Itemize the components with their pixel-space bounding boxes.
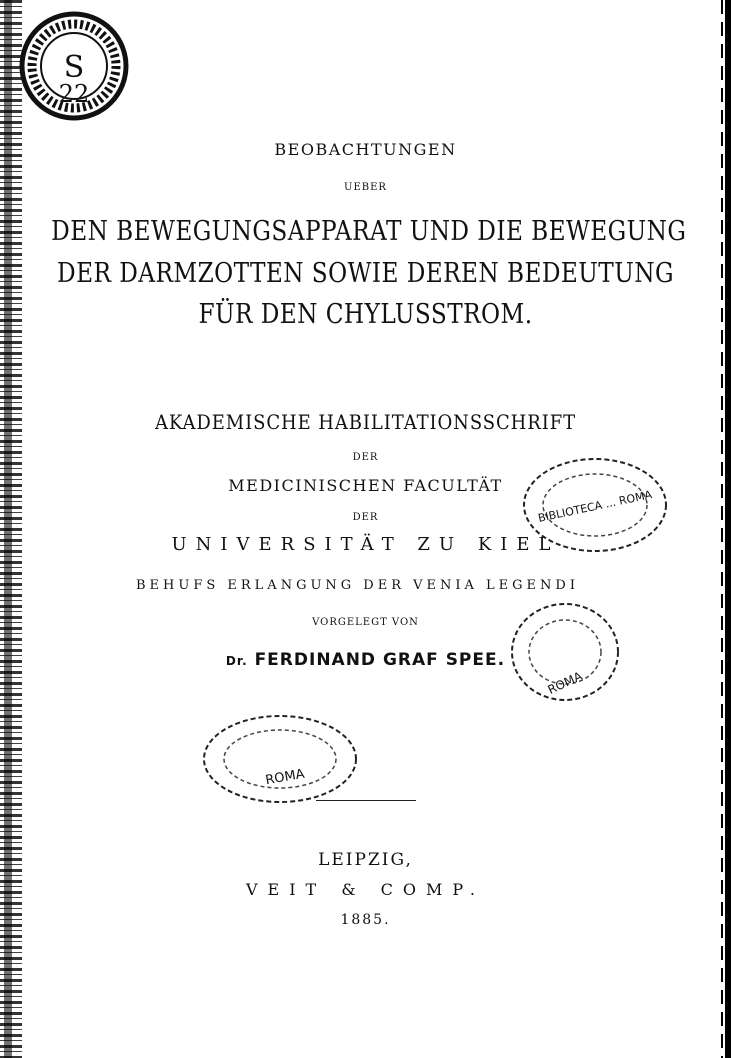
thesis-line-2: DER — [352, 452, 379, 463]
thesis-line-7: VORGELEGT VON — [312, 617, 419, 628]
oval-stamp-right-mid-text: ROMA — [545, 668, 585, 698]
title-line-5: FÜR DEN CHYLUSSTROM. — [198, 299, 533, 330]
thesis-line-4: DER — [352, 512, 379, 523]
title-line-4: DER DARMZOTTEN SOWIE DEREN BEDEUTUNG — [57, 258, 674, 289]
author-prefix: Dr. — [225, 654, 248, 668]
title-line-3: DEN BEWEGUNGSAPPARAT UND DIE BEWEGUNG — [51, 216, 687, 247]
title-line-2: UEBER — [344, 182, 387, 193]
oval-stamp-center-low — [200, 712, 360, 807]
publisher-name: VEIT & COMP. — [246, 880, 485, 899]
publisher-city: LEIPZIG, — [318, 850, 413, 870]
thesis-line-3: MEDICINISCHEN FACULTÄT — [228, 476, 503, 495]
publication-year: 1885. — [340, 912, 391, 928]
title-line-1: BEOBACHTUNGEN — [274, 140, 457, 159]
thesis-line-5: UNIVERSITÄT ZU KIEL — [171, 534, 560, 555]
thesis-line-1: AKADEMISCHE HABILITATIONSSCHRIFT — [154, 410, 577, 434]
oval-stamp-center-low-text: ROMA — [264, 766, 306, 789]
shelf-number: 22 — [58, 80, 90, 108]
shelf-mark: S — [63, 50, 85, 85]
divider-rule — [316, 800, 416, 801]
author-name: FERDINAND GRAF SPEE. — [254, 650, 506, 670]
thesis-line-6: BEHUFS ERLANGUNG DER VENIA LEGENDI — [136, 578, 579, 593]
oval-stamp-right-top-text: BIBLIOTECA ... ROMA — [536, 488, 654, 525]
